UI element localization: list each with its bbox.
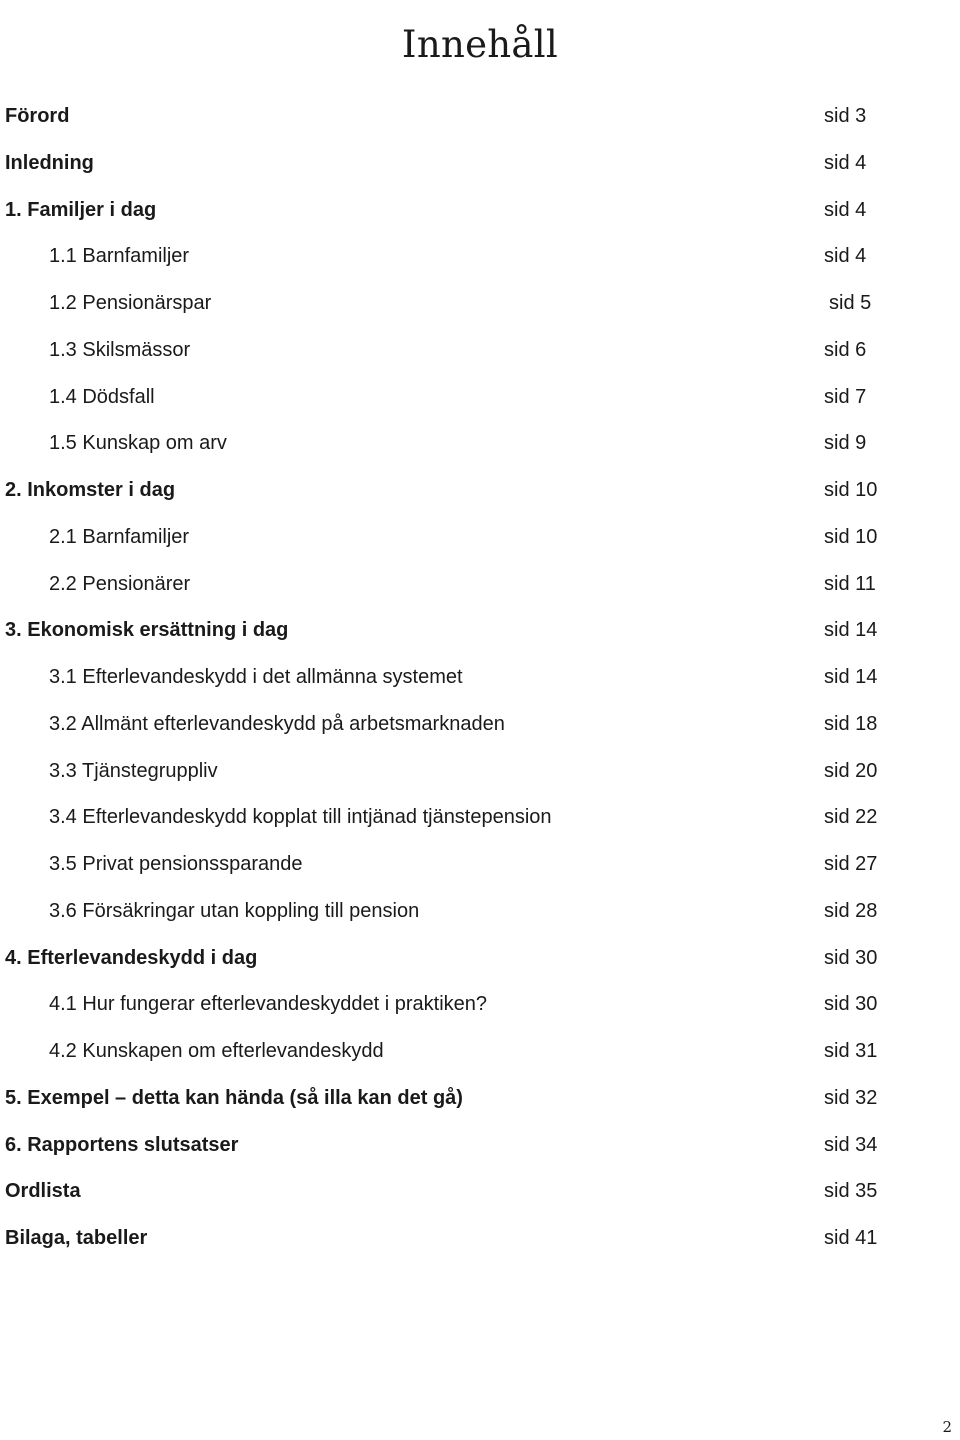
toc-entry-title: 1. Familjer i dag [5,198,157,221]
toc-entry-title: 1.2 Pensionärspar [49,292,212,314]
toc-entry-page: sid 4 [824,245,867,268]
toc-entry-page: sid 18 [824,712,878,735]
toc-entry-page: sid 31 [824,1040,878,1062]
toc-entry [0,1125,960,1172]
toc-entry-title: 1.3 Skilsmässor [49,338,191,361]
toc-subentry [0,751,960,798]
toc-entry-page: sid 20 [824,759,878,782]
toc-entry-page: sid 34 [824,1133,878,1156]
toc-subentry [0,1031,960,1078]
toc-entry-title: Inledning [5,151,94,174]
page-title: Innehåll [401,22,559,66]
toc-subentry [0,283,960,330]
toc-subentry [0,844,960,891]
toc-entry-title: 1.1 Barnfamiljer [49,245,190,268]
toc-entry-page: sid 7 [824,385,867,408]
toc-entry-title: 3.6 Försäkringar utan koppling till pension [49,899,420,922]
toc-entry-title: 3.1 Efterlevandeskydd i det allmänna systemet [49,666,463,688]
toc-entry-title: 3. Ekonomisk ersättning i dag [5,619,289,642]
toc-entry-page: sid 32 [824,1086,878,1109]
toc-entry-title: 2.1 Barnfamiljer [49,525,190,548]
toc-entry-title: 3.2 Allmänt efterlevandeskydd på arbetsmarknaden [49,712,505,735]
toc-entry [0,470,960,517]
toc-entry-page: sid 9 [824,432,867,455]
toc-entry-page: sid 5 [829,292,872,314]
toc-entry-page: sid 14 [824,666,878,688]
page-number: 2 [942,1418,952,1436]
toc-entry-page: sid 30 [824,946,878,969]
toc-entry-page: sid 6 [824,338,867,361]
toc-subentry [0,236,960,283]
toc-entry-page: sid 41 [824,1227,878,1249]
toc-subentry [0,423,960,470]
toc-subentry [0,564,960,611]
toc-entry [0,938,960,985]
toc-entry-title: 6. Rapportens slutsatser [5,1133,239,1156]
toc-entry-title: 3.5 Privat pensionssparande [49,853,303,875]
toc-entry [0,96,960,143]
toc-subentry [0,657,960,704]
toc-subentry [0,984,960,1031]
toc-subentry [0,330,960,377]
toc-entry [0,1078,960,1125]
toc-entry-title: Ordlista [5,1180,81,1203]
toc-entry [0,1171,960,1218]
toc-entry-page: sid 28 [824,899,878,922]
toc-entry-title: Förord [5,105,70,127]
toc-entry-page: sid 10 [824,479,878,501]
toc-subentry [0,891,960,938]
toc-subentry [0,517,960,564]
toc-entry-page: sid 27 [824,853,878,875]
toc-entry-page: sid 4 [824,198,867,221]
toc-subentry [0,797,960,844]
toc-entry-title: 5. Exempel – detta kan hända (så illa kan det gå) [5,1086,463,1109]
table-of-contents [0,96,960,1265]
toc-entry-page: sid 14 [824,619,878,642]
toc-entry-page: sid 10 [824,525,878,548]
toc-entry-title: 1.5 Kunskap om arv [49,432,227,455]
toc-entry-title: Bilaga, tabeller [5,1227,148,1249]
toc-entry [0,190,960,237]
toc-entry [0,1218,960,1265]
toc-entry-page: sid 30 [824,993,878,1016]
toc-entry [0,143,960,190]
toc-entry-title: 3.3 Tjänstegruppliv [49,759,218,782]
toc-entry-page: sid 11 [824,572,876,595]
toc-entry-title: 1.4 Dödsfall [49,385,155,408]
toc-entry-page: sid 3 [824,105,867,127]
toc-entry-title: 4.2 Kunskapen om efterlevandeskydd [49,1040,384,1062]
toc-subentry [0,377,960,424]
toc-entry-page: sid 35 [824,1180,878,1203]
toc-entry-page: sid 22 [824,806,878,829]
toc-entry-title: 4.1 Hur fungerar efterlevandeskyddet i praktiken? [49,993,488,1016]
toc-entry-title: 2. Inkomster i dag [5,479,176,501]
toc-entry-title: 3.4 Efterlevandeskydd kopplat till intjänad tjänstepension [49,806,552,829]
toc-entry [0,610,960,657]
toc-entry-page: sid 4 [824,151,867,174]
toc-subentry [0,704,960,751]
toc-entry-title: 2.2 Pensionärer [49,572,191,595]
toc-entry-title: 4. Efterlevandeskydd i dag [5,946,258,969]
